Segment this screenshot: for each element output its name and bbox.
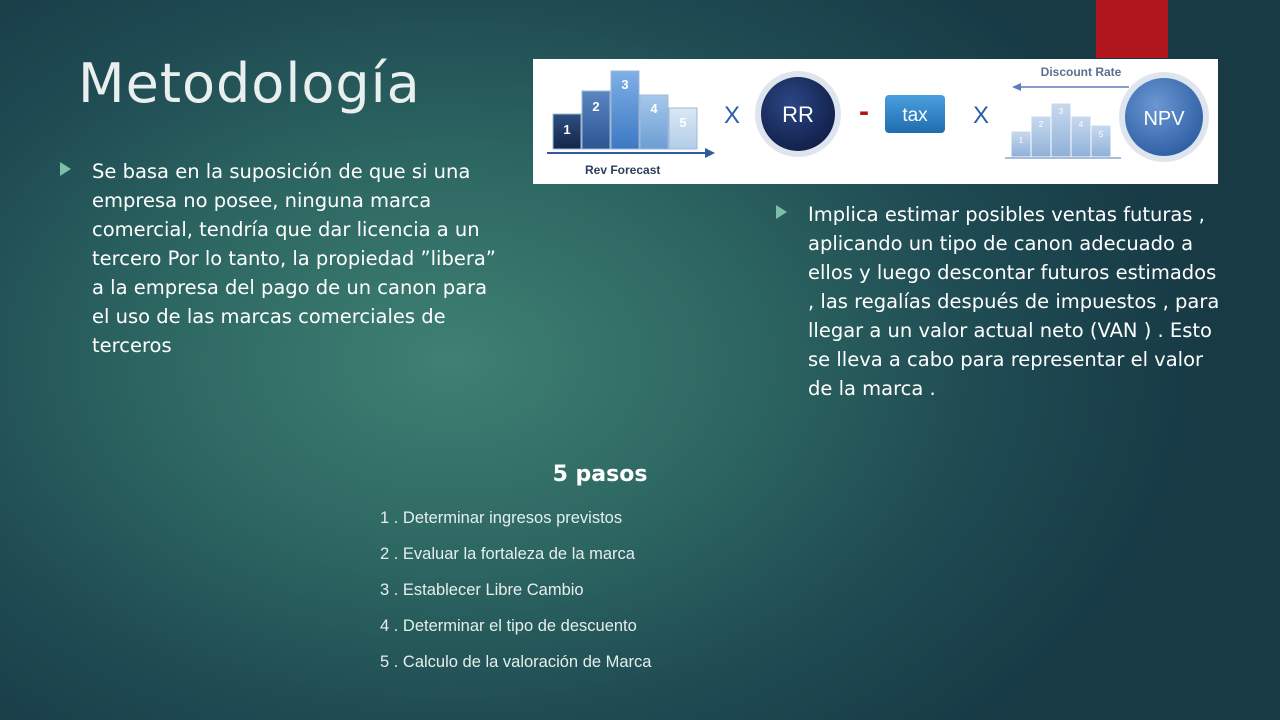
tax-label: tax (902, 105, 928, 126)
valuation-diagram-svg (533, 59, 1218, 184)
discounted-bar-label: 2 (1038, 120, 1044, 129)
right-bullet-text: Implica estimar posibles ventas futuras , aplicando un tipo de canon adecuado a ellos y luego descontar futuros estimados , las regalías después de impuestos , para llegar a un valor actual neto (VAN ) . Esto se lleva a cabo para representar el valor de la marca . (808, 203, 1220, 400)
left-bullet-text: Se basa en la suposición de que si una empresa no posee, ninguna marca comercial, tendría que dar licencia a un tercero Por lo tanto, la propiedad ”libera” a la empresa del pago de un canon para el uso de las marcas comerciales de terceros (92, 160, 496, 357)
step-item: 2 . Evaluar la fortaleza de la marca (380, 545, 635, 563)
rev-forecast-bars (553, 71, 697, 149)
forecast-bar-label: 4 (650, 101, 658, 116)
bullet-arrow-icon (776, 205, 787, 219)
forecast-bar-label: 1 (563, 122, 571, 137)
valuation-diagram (533, 59, 1218, 184)
bullet-arrow-icon (60, 162, 71, 176)
rev-forecast-label: Rev Forecast (585, 163, 661, 177)
multiply-symbol: X (723, 102, 741, 129)
discounted-bars (1011, 103, 1111, 157)
forecast-bar-label: 5 (679, 115, 687, 130)
steps-title: 5 pasos (552, 462, 648, 487)
step-item: 1 . Determinar ingresos previstos (380, 509, 623, 527)
rr-label: RR (782, 102, 814, 127)
left-bullet (92, 157, 502, 360)
discount-rate-label: Discount Rate (1040, 65, 1122, 79)
discounted-bar-label: 5 (1098, 130, 1104, 139)
discount-rate-arrow-icon (1012, 83, 1021, 91)
minus-symbol: - (859, 95, 869, 128)
discounted-bar-label: 3 (1058, 107, 1064, 116)
npv-label: NPV (1143, 108, 1185, 130)
step-item: 3 . Establecer Libre Cambio (380, 581, 584, 599)
steps-list (380, 506, 651, 686)
step-item: 4 . Determinar el tipo de descuento (380, 617, 637, 635)
step-item: 5 . Calculo de la valoración de Marca (380, 653, 652, 671)
forecast-bar-label: 3 (621, 77, 629, 92)
discounted-bar-label: 4 (1078, 120, 1084, 129)
right-bullet (808, 200, 1228, 403)
accent-red-bar (1096, 0, 1168, 58)
discounted-bar-label: 1 (1018, 136, 1024, 145)
multiply-symbol: X (972, 102, 990, 129)
slide-title: Metodología (78, 52, 421, 115)
forecast-arrow-icon (705, 148, 715, 158)
forecast-bar-label: 2 (592, 99, 600, 114)
